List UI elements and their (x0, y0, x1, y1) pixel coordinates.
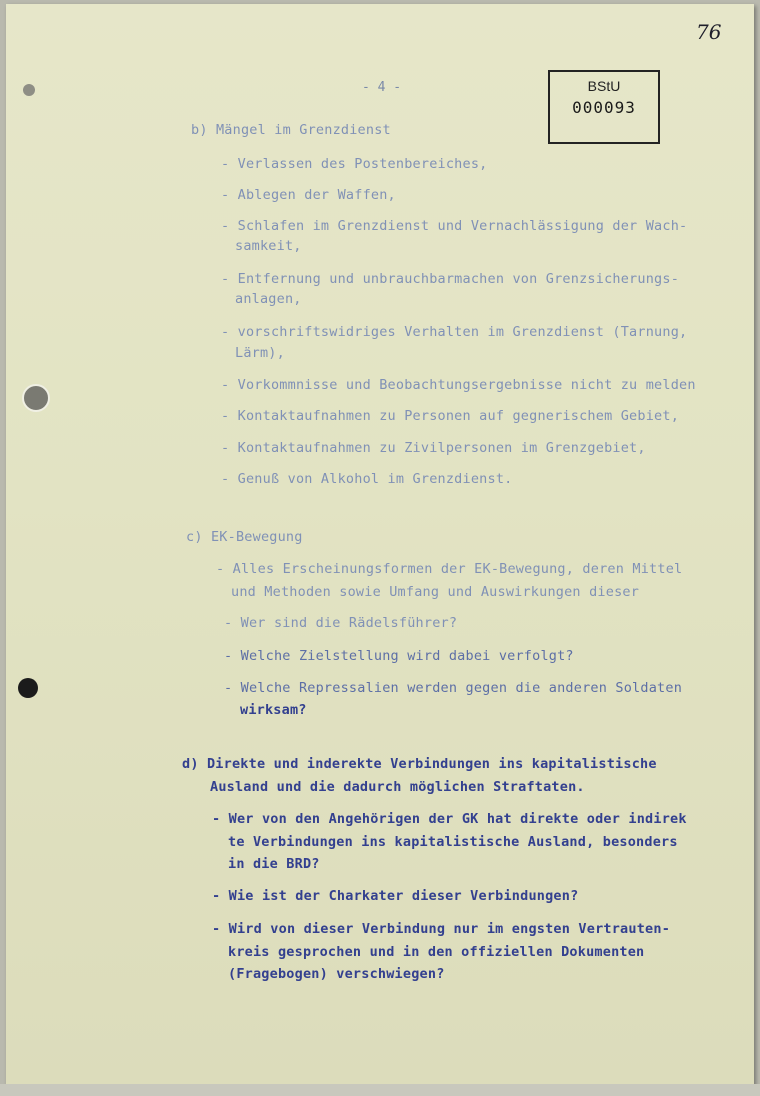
section-b-line: - Genuß von Alkohol im Grenzdienst. (221, 471, 513, 487)
section-d-heading-cont: Ausland und die dadurch möglichen Straftaten. (210, 779, 585, 795)
section-b-heading: b) Mängel im Grenzdienst (191, 122, 391, 138)
section-b-line: - Kontaktaufnahmen zu Zivilpersonen im Grenzgebiet, (221, 440, 646, 456)
archive-stamp (548, 70, 660, 144)
stamp-number: 000093 (572, 98, 636, 117)
section-d-line: - Wer von den Angehörigen der GK hat direkte oder indirek (212, 811, 687, 827)
section-b-line: - Vorkommnisse und Beobachtungsergebnisse nicht zu melden (221, 377, 696, 393)
punch-hole-top (23, 84, 35, 96)
punch-hole-bottom (18, 678, 38, 698)
document-page (6, 4, 754, 1086)
punch-hole-middle (22, 384, 50, 412)
section-c-line: wirksam? (240, 702, 307, 718)
section-d-line: in die BRD? (228, 856, 320, 872)
section-b-line: Lärm), (235, 345, 285, 361)
section-b-line: - Ablegen der Waffen, (221, 187, 396, 203)
section-d-line: - Wie ist der Charkater dieser Verbindungen? (212, 888, 579, 904)
section-d-line: (Fragebogen) verschwiegen? (228, 966, 445, 982)
section-b-line: samkeit, (235, 238, 302, 254)
section-c-line: - Welche Repressalien werden gegen die anderen Soldaten (224, 680, 683, 696)
section-b-line: - Schlafen im Grenzdienst und Vernachlässigung der Wach- (221, 218, 688, 234)
section-b-line: - Kontaktaufnahmen zu Personen auf gegnerischem Gebiet, (221, 408, 680, 424)
section-b-line: - Verlassen des Postenbereiches, (221, 156, 488, 172)
folio-number: 76 (696, 20, 722, 44)
section-b-line: - Entfernung und unbrauchbarmachen von Grenzsicherungs- (221, 271, 680, 287)
page-number: - 4 - (362, 80, 402, 95)
section-c-line: - Welche Zielstellung wird dabei verfolgt? (224, 648, 574, 664)
section-c-heading: c) EK-Bewegung (186, 529, 303, 545)
section-c-line: und Methoden sowie Umfang und Auswirkungen dieser (231, 584, 640, 600)
section-b-line: anlagen, (235, 291, 302, 307)
section-d-line: kreis gesprochen und in den offiziellen Dokumenten (228, 944, 645, 960)
stamp-agency: BStU (587, 78, 621, 94)
section-d-line: te Verbindungen ins kapitalistische Ausland, besonders (228, 834, 678, 850)
section-c-line: - Alles Erscheinungsformen der EK-Bewegung, deren Mittel (216, 561, 683, 577)
section-c-line: - Wer sind die Rädelsführer? (224, 615, 458, 631)
section-d-heading: d) Direkte und inderekte Verbindungen ins kapitalistische (182, 756, 657, 772)
section-b-line: - vorschriftswidriges Verhalten im Grenzdienst (Tarnung, (221, 324, 688, 340)
background-strip (0, 1084, 760, 1096)
section-d-line: - Wird von dieser Verbindung nur im engsten Vertrauten- (212, 921, 671, 937)
